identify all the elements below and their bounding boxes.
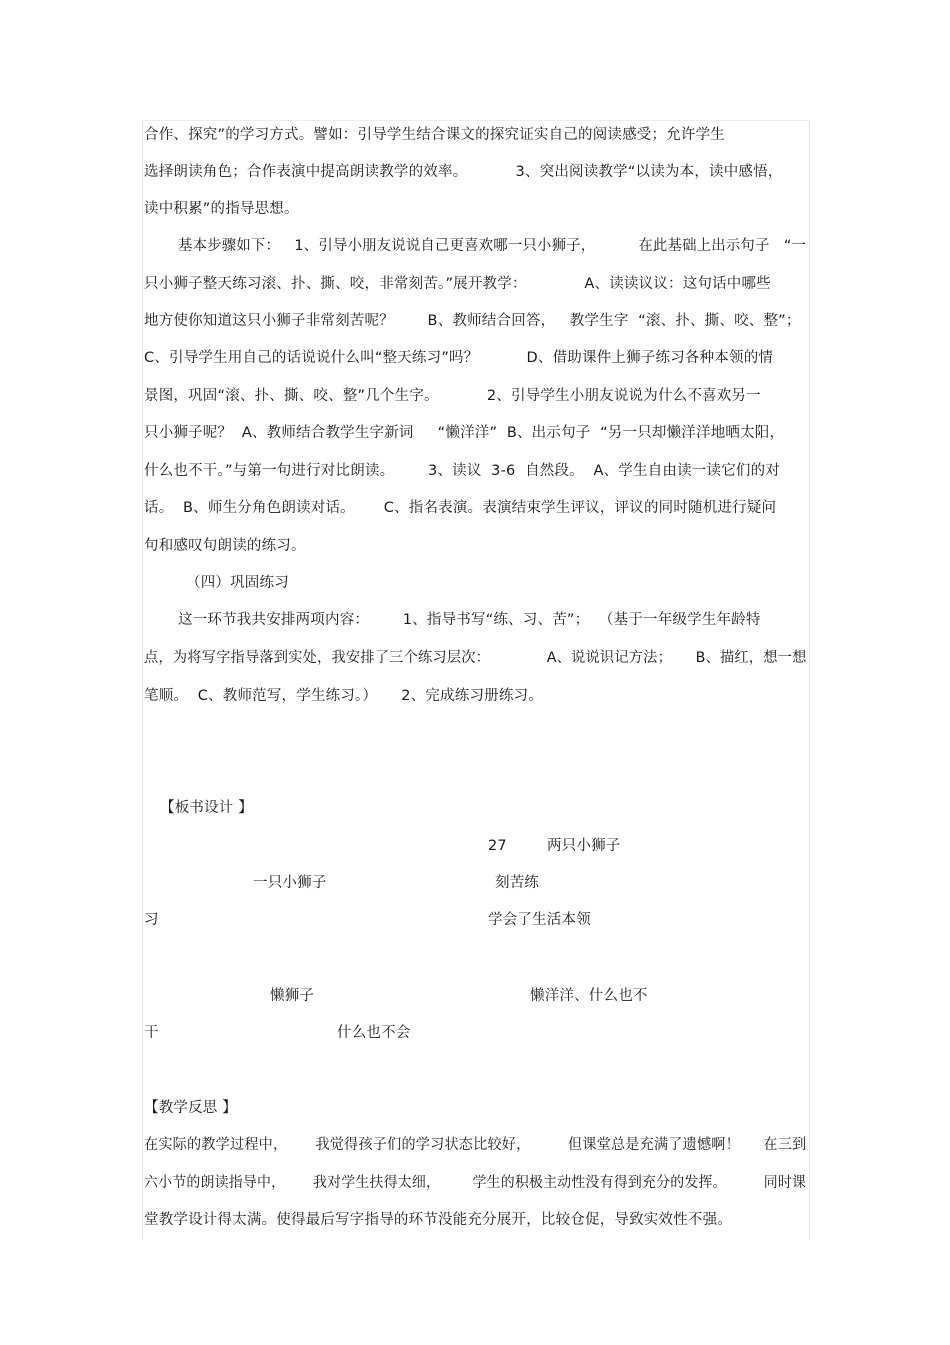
board-lion2: 懒狮子	[270, 988, 315, 1004]
board-lion2-trait: 懒洋洋、什么也不	[530, 988, 648, 1004]
reflection-line: 堂教学设计得太满。使得最后写字指导的环节没能充分展开，比较仓促，导致实效性不强。	[144, 1212, 732, 1228]
reflection-line: 六小节的朗读指导中， 我对学生扶得太细， 学生的积极主动性没有得到充分的发挥。 同时课	[144, 1175, 807, 1191]
text-line: 句和感叹句朗读的练习。	[144, 538, 306, 554]
board-title: 两只小狮子	[547, 838, 621, 854]
board-lesson-number: 27	[488, 838, 507, 854]
text-line: 什么也不干。”与第一句进行对比朗读。 3、读议 3-6 自然段。 A、学生自由读一读它们的对	[144, 463, 781, 479]
reflection-heading: 【教学反思 】	[144, 1100, 238, 1116]
text-line: 这一环节我共安排两项内容： 1、指导书写“练、习、苦”； （基于一年级学生年龄特	[178, 612, 761, 628]
board-heading: 【板书设计 】	[160, 800, 254, 816]
text-line: C、引导学生用自己的话说说什么叫“整天练习”吗？ D、借助课件上狮子练习各种本领的情	[144, 350, 774, 366]
text-line: 景图，巩固“滚、扑、撕、咬、整”几个生字。 2、引导学生小朋友说说为什么不喜欢另一	[144, 388, 761, 404]
text-line: 笔顺。 C、教师范写，学生练习。） 2、完成练习册练习。	[144, 688, 543, 704]
text-line: 只小狮子呢？ A、教师结合教学生字新词 “懒洋洋” B、出示句子 “另一只却懒洋洋地晒太阳，	[144, 425, 785, 441]
board-lion1-trait: 刻苦练	[495, 875, 540, 891]
text-line: 合作、探究”的学习方式。譬如：引导学生结合课文的探究证实自己的阅读感受；允许学生	[144, 127, 726, 143]
board-lion1-result: 学会了生活本领	[488, 912, 591, 928]
board-lion1: 一只小狮子	[253, 875, 327, 891]
board-lion2-trait-cont: 干	[144, 1025, 159, 1041]
text-line: 基本步骤如下： 1、引导小朋友说说自己更喜欢哪一只小狮子， 在此基础上出示句子 “一	[178, 238, 807, 254]
reflection-line: 在实际的教学过程中， 我觉得孩子们的学习状态比较好， 但课堂总是充满了遗憾啊！ 在三到	[144, 1137, 807, 1153]
text-line: 选择朗读角色；合作表演中提高朗读教学的效率。 3、突出阅读教学“以读为本，读中感悟，	[144, 164, 783, 180]
text-line: 读中积累”的指导思想。	[144, 201, 299, 217]
board-lion2-result: 什么也不会	[337, 1025, 411, 1041]
text-line: 点，为将写字指导落到实处，我安排了三个练习层次： A、说说识记方法； B、描红，想一想	[144, 650, 807, 666]
board-lion1-trait-cont: 习	[144, 912, 159, 928]
text-line: 地方使你知道这只小狮子非常刻苦呢？ B、教师结合回答， 教学生字 “滚、扑、撕、咬、整”；	[144, 313, 801, 329]
text-line: 话。 B、师生分角色朗读对话。 C、指名表演。表演结束学生评议，评议的同时随机进行疑问	[144, 500, 777, 516]
section-heading: （四）巩固练习	[186, 575, 289, 591]
text-line: 只小狮子整天练习滚、扑、撕、咬，非常刻苦。”展开教学： A、读读议议：这句话中哪些	[144, 276, 771, 292]
